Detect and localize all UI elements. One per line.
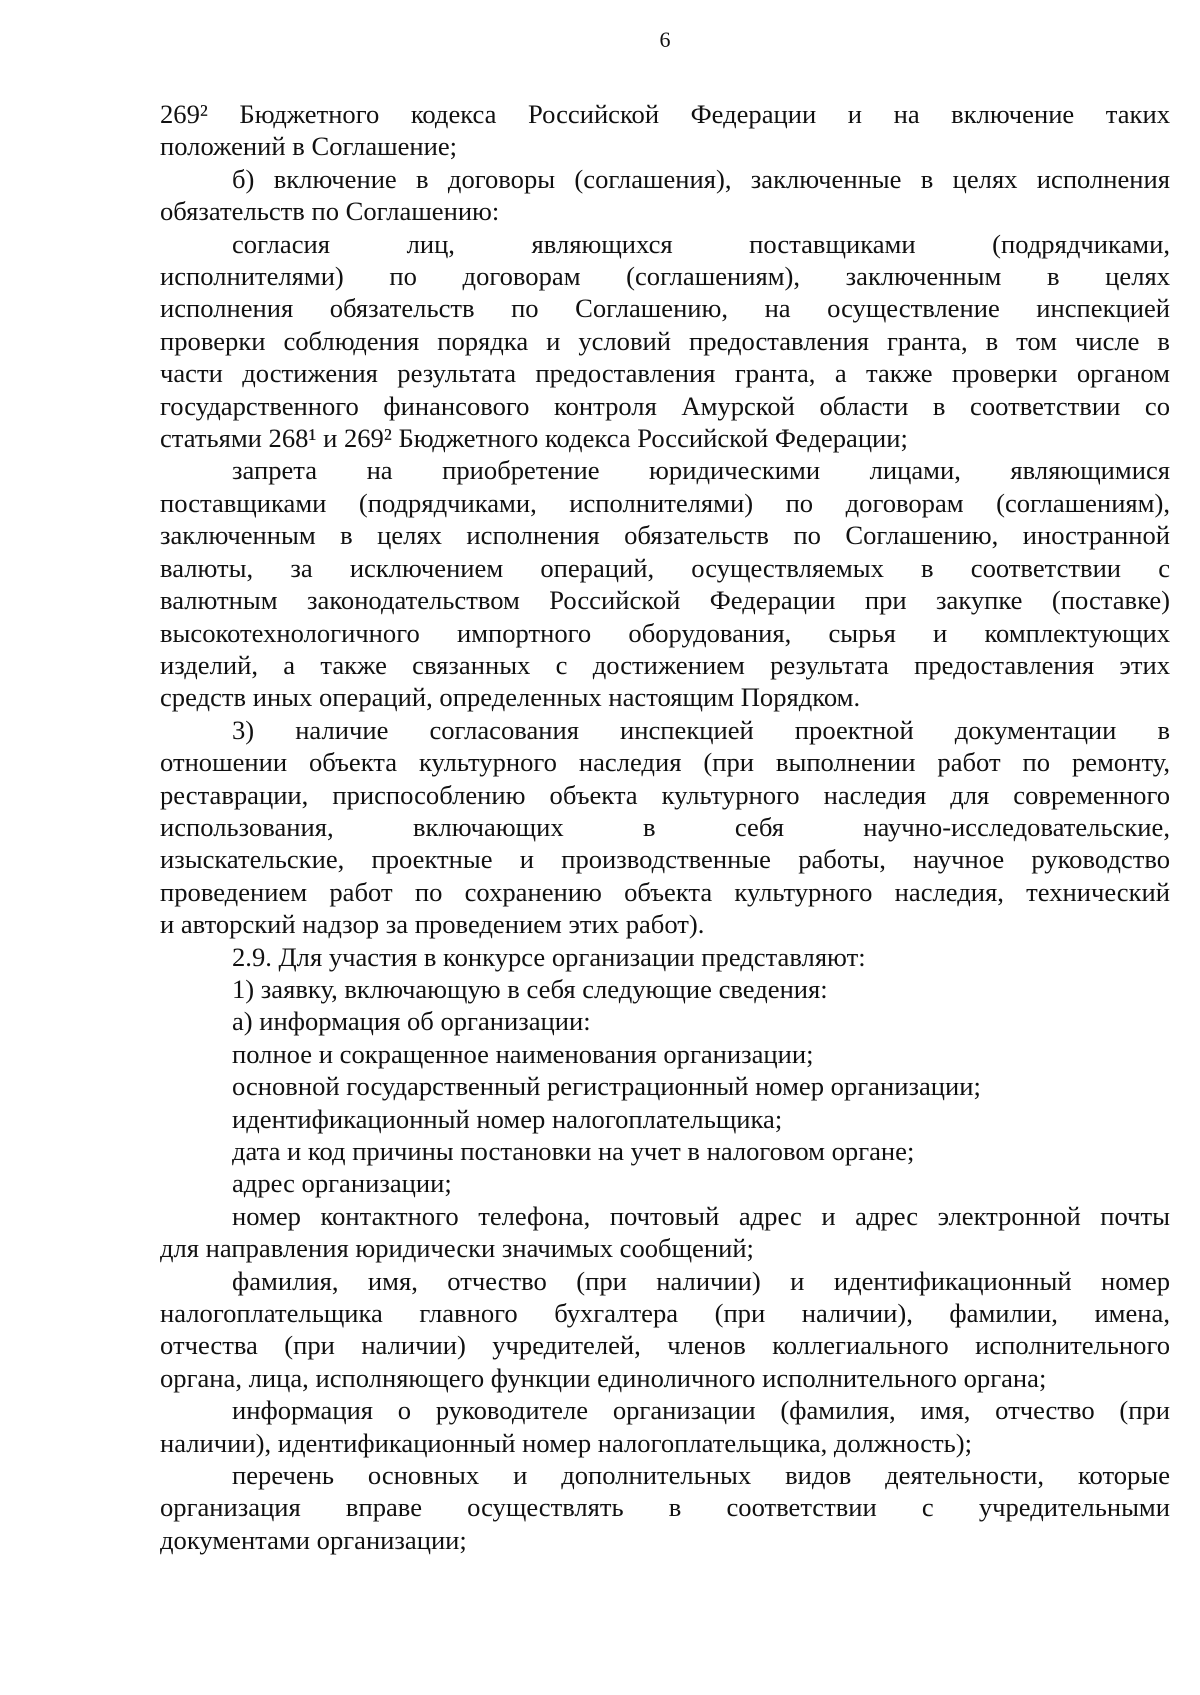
text-line: положений в Соглашение; [160, 131, 458, 162]
paragraph [160, 714, 1170, 941]
paragraph [160, 1135, 1170, 1167]
text-line: согласия лиц, являющихся поставщиками (подрядчиками, [232, 228, 1170, 259]
paragraph [160, 98, 1170, 163]
document-body [160, 98, 1170, 1556]
text-line: обязательств по Соглашению: [160, 196, 500, 227]
text-line: организация вправе осуществлять в соответствии с учредительными [160, 1492, 1170, 1523]
text-line: полное и сокращенное наименования организации; [232, 1038, 814, 1069]
text-line: адрес организации; [232, 1168, 452, 1199]
text-line: исполнителями) по договорам (соглашениям), заключенным в целях [160, 261, 1170, 292]
paragraph [160, 1265, 1170, 1395]
text-line: валюты, за исключением операций, осуществляемых в соответствии с [160, 552, 1170, 583]
text-line: и авторский надзор за проведением этих работ). [160, 909, 705, 940]
text-line: а) информация об организации: [232, 1006, 591, 1037]
text-line: проведением работ по сохранению объекта культурного наследия, технический [160, 876, 1170, 907]
text-line: документами организации; [160, 1524, 467, 1555]
text-line: государственного финансового контроля Амурской области в соответствии со [160, 390, 1170, 421]
page-number: 6 [659, 27, 671, 52]
paragraph [160, 163, 1170, 228]
text-line: изделий, а также связанных с достижением результата предоставления этих [160, 649, 1170, 680]
text-line: налогоплательщика главного бухгалтера (при наличии), фамилии, имена, [160, 1298, 1170, 1329]
text-line: информация о руководителе организации (фамилия, имя, отчество (при [232, 1395, 1170, 1426]
text-line: фамилия, имя, отчество (при наличии) и идентификационный номер [232, 1265, 1170, 1296]
text-line: 269² Бюджетного кодекса Российской Федерации и на включение таких [160, 99, 1170, 129]
text-line: идентификационный номер налогоплательщика; [232, 1103, 783, 1134]
text-line: реставрации, приспособлению объекта культурного наследия для современного [160, 779, 1170, 810]
text-line: для направления юридически значимых сообщений; [160, 1233, 754, 1264]
text-line: органа, лица, исполняющего функции единоличного исполнительного органа; [160, 1362, 1047, 1393]
paragraph [160, 1167, 1170, 1199]
text-line: 2.9. Для участия в конкурсе организации представляют: [232, 941, 866, 972]
text-line: отчества (при наличии) учредителей, членов коллегиального исполнительного [160, 1330, 1170, 1361]
paragraph [160, 1005, 1170, 1037]
text-line: изыскательские, проектные и производственные работы, научное руководство [160, 844, 1170, 875]
text-line: проверки соблюдения порядка и условий предоставления гранта, в том числе в [160, 325, 1170, 356]
text-line: перечень основных и дополнительных видов деятельности, которые [232, 1460, 1170, 1491]
paragraph [160, 1459, 1170, 1556]
paragraph [160, 1070, 1170, 1102]
paragraph [160, 1038, 1170, 1070]
text-line: части достижения результата предоставления гранта, а также проверки органом [160, 358, 1170, 389]
text-line: номер контактного телефона, почтовый адрес и адрес электронной почты [232, 1200, 1170, 1231]
text-line: запрета на приобретение юридическими лицами, являющимися [232, 455, 1170, 486]
paragraph [160, 228, 1170, 455]
text-line: средств иных операций, определенных настоящим Порядком. [160, 682, 861, 713]
text-line: б) включение в договоры (соглашения), заключенные в целях исполнения [232, 163, 1170, 194]
text-line: дата и код причины постановки на учет в налоговом органе; [232, 1136, 915, 1166]
paragraph [160, 1103, 1170, 1135]
text-line: 1) заявку, включающую в себя следующие сведения: [232, 973, 828, 1004]
text-line: использования, включающих в себя научно-исследовательские, [160, 811, 1170, 842]
text-line: поставщиками (подрядчиками, исполнителями) по договорам (соглашениям), [160, 487, 1170, 518]
paragraph [160, 454, 1170, 713]
text-line: 3) наличие согласования инспекцией проектной документации в [232, 714, 1170, 745]
text-line: высокотехнологичного импортного оборудования, сырья и комплектующих [160, 617, 1170, 648]
paragraph [160, 1394, 1170, 1459]
text-line: статьями 268¹ и 269² Бюджетного кодекса Российской Федерации; [160, 423, 908, 454]
text-line: наличии), идентификационный номер налогоплательщика, должность); [160, 1427, 973, 1458]
text-line: валютным законодательством Российской Федерации при закупке (поставке) [160, 585, 1170, 616]
text-line: заключенным в целях исполнения обязательств по Соглашению, иностранной [160, 520, 1170, 551]
paragraph [160, 941, 1170, 973]
paragraph [160, 973, 1170, 1005]
text-line: исполнения обязательств по Соглашению, на осуществление инспекцией [160, 293, 1170, 324]
text-line: отношении объекта культурного наследия (при выполнении работ по ремонту, [160, 747, 1170, 778]
paragraph [160, 1200, 1170, 1265]
text-line: основной государственный регистрационный номер организации; [232, 1071, 981, 1102]
